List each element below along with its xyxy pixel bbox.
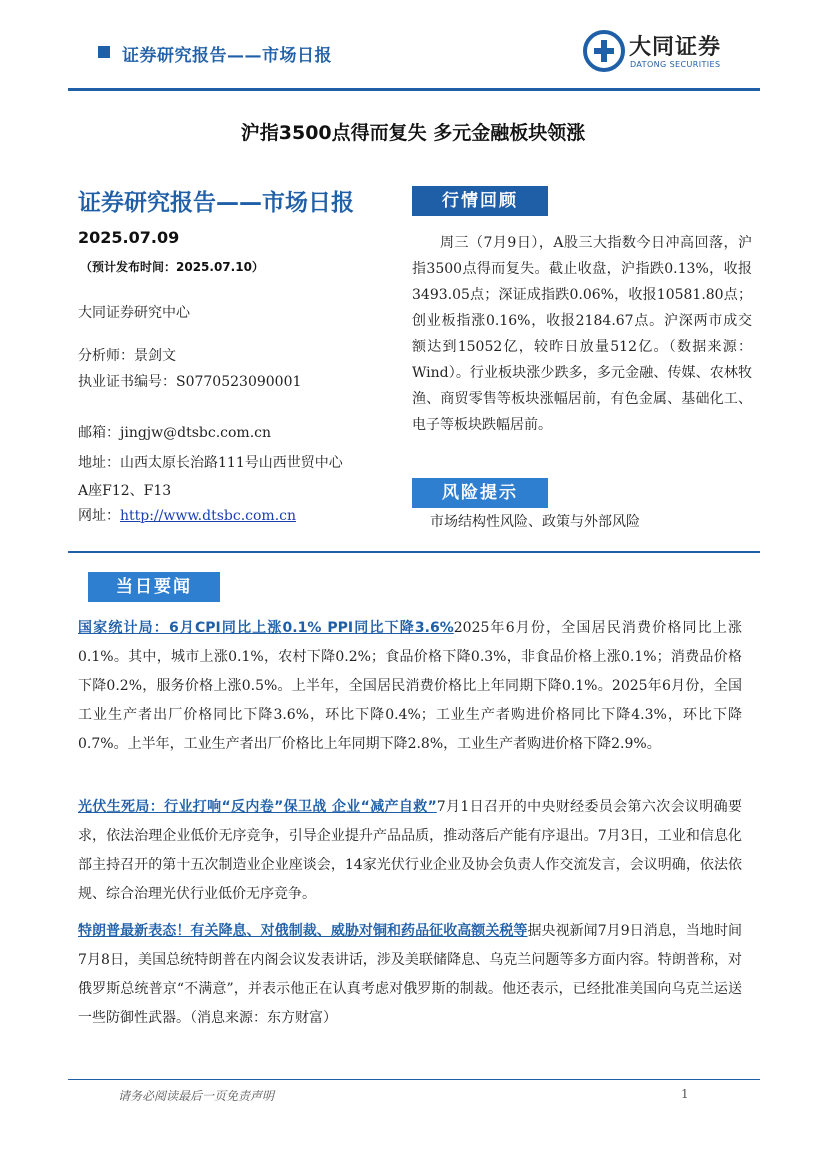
company-logo [583, 28, 763, 80]
news-item [78, 793, 742, 909]
logo-text-cn: 大同证券 [629, 35, 722, 60]
website-link[interactable]: http://www.dtsbc.com.cn [120, 508, 296, 524]
analyst-cert: 执业证书编号：S0770523090001 [78, 374, 302, 390]
news-body: 据央视新闻7月9日消息，当地时间7月8日，美国总统特朗普在内阁会议发表讲话，涉及美联储降息、乌克兰问题等多方面内容。特朗普称，对俄罗斯总统普京“不满意”，并表示他正在认真考虑对俄罗斯的制裁。他还表示，已经批准美国向乌克兰运送一些防御性武器。（消息来源：东方财富） [78, 923, 742, 1026]
publish-time: （预计发布时间：2025.07.10） [80, 260, 264, 274]
page-number: 1 [681, 1087, 689, 1101]
review-text: 周三（7月9日），A股三大指数今日冲高回落，沪指3500点得而复失。截止收盘，沪指跌0.13%，收报3493.05点；深证成指跌0.06%，收报10581.80点；创业板指涨0.16%，收报2184.67点。沪深两市成交额达到15052亿，较昨日放量512亿。（数据来源：Wind）。行业板块涨少跌多，多元金融、传媒、农林牧渔、商贸零售等板块涨幅居前，有色金属、基础化工、电子等板块跌幅居前。 [412, 235, 752, 433]
report-date: 2025.07.09 [78, 228, 180, 247]
header-divider [68, 88, 760, 91]
risk-tag: 风险提示 [412, 478, 548, 508]
header-report-type: 证券研究报告——市场日报 [122, 46, 332, 66]
footer-divider [68, 1079, 760, 1080]
contact-address-2: A座F12、F13 [78, 483, 172, 499]
news-tag: 当日要闻 [88, 572, 220, 602]
contact-email: 邮箱：jingjw@dtsbc.com.cn [78, 425, 271, 441]
news-item [78, 614, 742, 759]
footer-disclaimer: 请务必阅读最后一页免责声明 [118, 1089, 275, 1103]
header-square-icon [98, 46, 110, 58]
research-org: 大同证券研究中心 [78, 305, 190, 321]
website-label: 网址： [78, 508, 120, 524]
logo-text-en: DATONG SECURITIES [630, 60, 721, 69]
news-body: 2025年6月份，全国居民消费价格同比上涨0.1%。其中，城市上涨0.1%，农村下降0.2%；食品价格下降0.3%，非食品价格上涨0.1%；消费品价格下降0.2%，服务价格上涨0.5%。上半年，全国居民消费价格比上年同期下降0.1%。2025年6月份，全国工业生产者出厂价格同比下降3.6%，环比下降0.4%；工业生产者购进价格同比下降4.3%，环比下降0.7%。上半年，工业生产者出厂价格比上年同期下降2.8%，工业生产者购进价格下降2.9%。 [78, 620, 742, 752]
contact-address: 地址：山西太原长治路111号山西世贸中心 [78, 455, 343, 471]
section-divider [68, 551, 760, 553]
news-headline[interactable]: 国家统计局：6月CPI同比上涨0.1% PPI同比下降3.6% [78, 620, 454, 636]
contact-website [78, 505, 296, 525]
news-item [78, 917, 742, 1033]
report-title: 沪指3500点得而复失 多元金融板块领涨 [240, 122, 586, 144]
news-headline[interactable]: 光伏生死局：行业打响“反内卷”保卫战 企业“减产自救” [78, 799, 437, 815]
analyst-name: 分析师：景剑文 [78, 348, 176, 364]
risk-text: 市场结构性风险、政策与外部风险 [430, 514, 640, 530]
logo-emblem-icon [583, 30, 625, 72]
left-heading: 证券研究报告——市场日报 [78, 190, 354, 216]
review-tag: 行情回顾 [412, 186, 548, 216]
news-headline[interactable]: 特朗普最新表态！有关降息、对俄制裁、威胁对铜和药品征收高额关税等 [78, 923, 528, 939]
news-body: 7月1日召开的中央财经委员会第六次会议明确要求，依法治理企业低价无序竞争，引导企业提升产品品质，推动落后产能有序退出。7月3日，工业和信息化部主持召开的第十五次制造业企业座谈会，14家光伏行业企业及协会负责人作交流发言，会议明确，依法依规、综合治理光伏行业低价无序竞争。 [78, 799, 742, 902]
